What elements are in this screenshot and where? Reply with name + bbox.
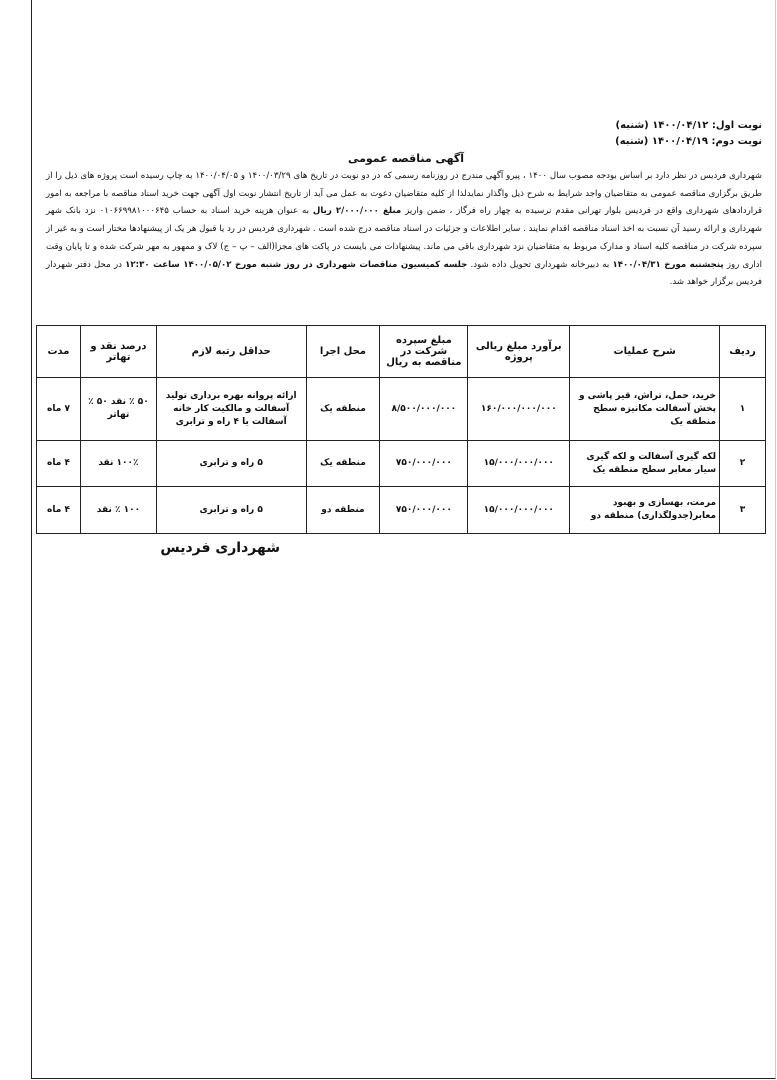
row-number: ۳ <box>720 487 766 534</box>
row-deposit: ۷۵۰/۰۰۰/۰۰۰ <box>380 441 468 487</box>
header-row-number: ردیف <box>720 326 766 378</box>
header-payment: درصد نقد و تهاتر <box>81 326 157 378</box>
header-duration: مدت <box>37 326 81 378</box>
row-number: ۱ <box>720 378 766 441</box>
row-payment: ۱۰۰ ٪ نقد <box>81 487 157 534</box>
body-paragraph-3: به دبیرخانه شهرداری تحویل داده شود. <box>470 259 610 270</box>
row-grade: ۵ راه و ترابری <box>156 441 306 487</box>
notice-title: آگهی مناقصه عمومی <box>347 152 465 165</box>
table-row <box>37 441 766 487</box>
row-estimate: ۱۵/۰۰۰/۰۰۰/۰۰۰ <box>468 441 570 487</box>
submission-deadline: پنجشنبه مورخ ۱۴۰۰/۰۴/۳۱ <box>612 259 724 270</box>
row-location: منطقه یک <box>306 378 380 441</box>
row-location: منطقه یک <box>306 441 380 487</box>
row-payment: ۵۰ ٪ نقد ۵۰ ٪ تهاتر <box>81 378 157 441</box>
row-description: لکه گیری آسفالت و لکه گیری سیار معابر سطح منطقه یک <box>570 441 720 487</box>
row-description: مرمت، بهسازی و بهبود معابر(جدولگذاری) منطقه دو <box>570 487 720 534</box>
header-grade: حداقل رتبه لازم <box>156 326 306 378</box>
header-estimate: برآورد مبلغ ریالی پروژه <box>468 326 570 378</box>
table-header-row <box>37 326 766 378</box>
table-row <box>37 487 766 534</box>
row-duration: ۴ ماه <box>37 441 81 487</box>
row-payment: ۱۰۰٪ نقد <box>81 441 157 487</box>
document-fee: مبلغ ۲/۰۰۰/۰۰۰ ریال <box>312 206 402 217</box>
body-paragraph-2: به عنوان هزینه خرید اسناد به حساب ۰۱۰۶۶۹۹۸۱۰۰۰۶۴۵ نزد بانک شهر شهرداری و ارائه رسید آن نسبت به اخذ اسناد مناقصه اقدام نمایند . سایر اطلاعات و جزئیات در اسناد مناقصه درج شده است . شهرداری فردیس در رد یا قبول هر یک از پیشنهادها مختار است و به غیر از سپرده شرکت در مناقصه کلیه اسناد و مدارک مربوط به متقاضیان نزد شهرداری باقی می ماند. پیشنهادات می بایست در پاکت های مجزا(الف – پ – ج) لاک و ممهور به مهر شرکت شده و تا پایان وقت اداری روز <box>46 206 762 270</box>
row-deposit: ۸/۵۰۰/۰۰۰/۰۰۰ <box>380 378 468 441</box>
row-grade: ۵ راه و ترابری <box>156 487 306 534</box>
row-duration: ۴ ماه <box>37 487 81 534</box>
row-grade: ارائه پروانه بهره برداری تولید آسفالت و مالکیت کار خانه آسفالت یا ۴ راه و ترابری <box>156 378 306 441</box>
row-estimate: ۱۶۰/۰۰۰/۰۰۰/۰۰۰ <box>468 378 570 441</box>
header-description: شرح عملیات <box>570 326 720 378</box>
header-location: محل اجرا <box>306 326 380 378</box>
tender-table <box>36 325 766 534</box>
second-notice-date: نوبت دوم: ۱۴۰۰/۰۴/۱۹ (شنبه) <box>615 136 762 147</box>
row-description: خرید، حمل، تراش، قیر پاشی و پخش آسفالت مکانیزه سطح منطقه یک <box>570 378 720 441</box>
row-location: منطقه دو <box>306 487 380 534</box>
notice-body <box>46 168 762 292</box>
signature: شهرداری فردیس <box>160 540 280 556</box>
header-deposit: مبلغ سپرده شرکت در مناقصه به ریال <box>380 326 468 378</box>
row-deposit: ۷۵۰/۰۰۰/۰۰۰ <box>380 487 468 534</box>
row-estimate: ۱۵/۰۰۰/۰۰۰/۰۰۰ <box>468 487 570 534</box>
body-paragraph-4: در محل دفتر شهردار فردیس برگزار خواهد شد. <box>46 259 762 288</box>
row-duration: ۷ ماه <box>37 378 81 441</box>
table-row <box>37 378 766 441</box>
body-paragraph-1: شهرداری فردیس در نظر دارد بر اساس بودجه مصوب سال ۱۴۰۰ ، پیرو آگهی مندرج در روزنامه رسمی که در دو نوبت در تاریخ های ۱۴۰۰/۰۳/۲۹ و ۱۴۰۰/۰۴/۰۵ به چاپ رسیده است پروژه های ذیل را از طریق برگزاری مناقصه عمومی به متقاضیان واجد شرایط به شرح ذیل واگذار نمایدلذا از کلیه متقاضیان دعوت به عمل می آید از تاریخ انتشار نوبت اول آگهی جهت خرید اسناد مناقصه با مراجعه به امور قراردادهای شهرداری واقع در فردیس بلوار تهرانی مقدم نرسیده به چهار راه فرگاز ، ضمن واریز <box>46 171 763 217</box>
first-notice-date: نوبت اول: ۱۴۰۰/۰۴/۱۲ (شنبه) <box>615 120 762 131</box>
commission-meeting: جلسه کمیسیون مناقصات شهرداری در روز شنبه مورخ ۱۴۰۰/۰۵/۰۲ ساعت ۱۲:۳۰ <box>125 259 468 270</box>
row-number: ۲ <box>720 441 766 487</box>
